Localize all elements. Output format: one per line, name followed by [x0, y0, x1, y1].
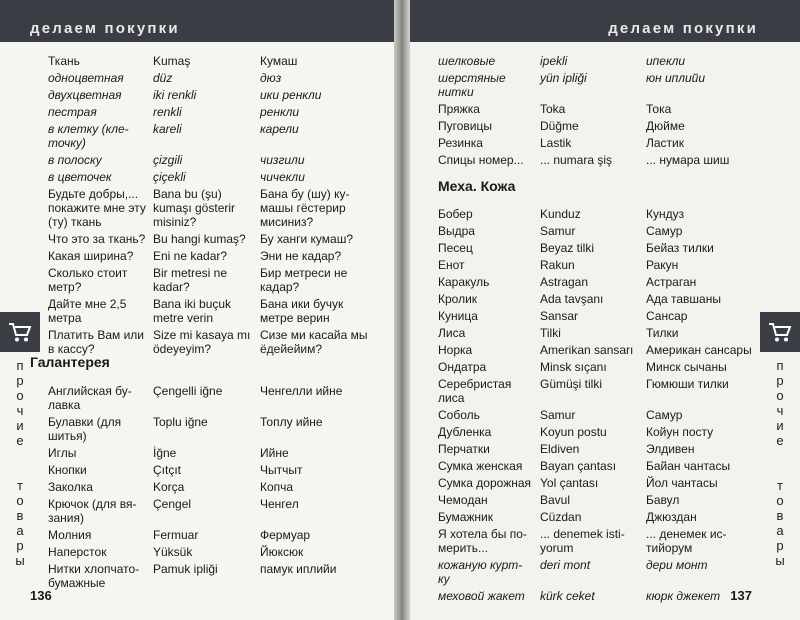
header-title: делаем покупки [608, 20, 758, 37]
page-number: 137 [730, 588, 752, 603]
transcription: юн иплийи [646, 71, 706, 85]
transcription: Ластик [646, 136, 684, 150]
transcription: ... денемек ис- тийорум [646, 527, 727, 555]
section-title: Галантерея [30, 354, 110, 370]
transcription: Тока [646, 102, 672, 116]
transcription: Копча [260, 480, 294, 494]
side-section-label [0, 358, 40, 568]
transcription: Эни не кадар? [260, 249, 342, 263]
page-number: 136 [30, 588, 52, 603]
turkish-phrase: Minsk sıçanı [540, 360, 607, 374]
transcription: дери монт [646, 558, 708, 572]
transcription: ипекли [646, 54, 686, 68]
transcription: Кундуз [646, 207, 685, 221]
turkish-phrase: Lastik [540, 136, 572, 150]
side-label-letter: е [776, 433, 784, 448]
turkish-phrase: Bana bu (şu) kumaşı gösterir misiniz? [153, 187, 236, 229]
russian-phrase: шелковые [438, 54, 496, 68]
side-label-letter: п [776, 358, 784, 373]
right-page [402, 0, 800, 620]
transcription: Дюйме [646, 119, 685, 133]
transcription: Элдивен [646, 442, 695, 456]
turkish-phrase: Bu hangi kumaş? [153, 232, 246, 246]
turkish-phrase: renkli [153, 105, 182, 119]
turkish-phrase: ... numara şiş [540, 153, 613, 167]
turkish-phrase: Ada tavşanı [540, 292, 604, 306]
russian-phrase: Спицы номер... [438, 153, 524, 167]
turkish-phrase: Samur [540, 408, 576, 422]
turkish-phrase: Eni ne kadar? [153, 249, 228, 263]
side-label-letter: о [16, 493, 24, 508]
turkish-phrase: Yol çantası [540, 476, 599, 490]
section-title: Меха. Кожа [438, 178, 516, 194]
turkish-phrase: kareli [153, 122, 182, 136]
russian-phrase: Кролик [438, 292, 478, 306]
side-label-letter: р [776, 373, 784, 388]
turkish-phrase: ipekli [540, 54, 568, 68]
russian-phrase: Выдра [438, 224, 475, 238]
side-label-letter: ы [15, 553, 25, 568]
transcription: Йол чантасы [646, 476, 718, 490]
russian-phrase: Енот [438, 258, 465, 272]
transcription: Американ сансары [646, 343, 752, 357]
turkish-phrase: Rakun [540, 258, 575, 272]
russian-phrase: Что это за ткань? [48, 232, 146, 246]
transcription: Бу ханги кумаш? [260, 232, 353, 246]
transcription: Минск сычаны [646, 360, 727, 374]
russian-phrase: Дубленка [438, 425, 492, 439]
transcription: Сизе ми касайа мы ёдейейим? [260, 328, 368, 356]
russian-phrase: Каракуль [438, 275, 490, 289]
russian-phrase: Резинка [438, 136, 483, 150]
turkish-phrase: yün ipliği [540, 71, 587, 85]
turkish-phrase: Koyun postu [540, 425, 607, 439]
transcription: Ченгелли ийне [260, 384, 343, 398]
turkish-phrase: Sansar [540, 309, 579, 323]
side-label-letter: т [777, 478, 783, 493]
turkish-phrase: Korça [153, 480, 185, 494]
russian-phrase: Крючок (для вя- зания) [48, 497, 137, 525]
russian-phrase: Кнопки [48, 463, 87, 477]
transcription: Ийне [260, 446, 289, 460]
side-label-letter: п [16, 358, 24, 373]
transcription: Байан чантасы [646, 459, 731, 473]
russian-phrase: Песец [438, 241, 473, 255]
transcription: Топлу ийне [260, 415, 323, 429]
turkish-phrase: Samur [540, 224, 576, 238]
russian-phrase: Чемодан [438, 493, 488, 507]
transcription: Бир метреси не кадар? [260, 266, 348, 294]
turkish-phrase: Pamuk ipliği [153, 562, 218, 576]
russian-phrase: Дайте мне 2,5 метра [48, 297, 127, 325]
transcription: Сансар [646, 309, 688, 323]
turkish-phrase: iki renkli [153, 88, 197, 102]
turkish-phrase: Düğme [540, 119, 579, 133]
turkish-phrase: İğne [153, 446, 177, 460]
shopping-cart-tab [0, 312, 40, 352]
russian-phrase: Пряжка [438, 102, 480, 116]
shopping-cart-icon [8, 321, 32, 343]
transcription: Ченгел [260, 497, 299, 511]
side-label-letter: о [776, 493, 784, 508]
transcription: Кумаш [260, 54, 298, 68]
turkish-phrase: Çengelli iğne [153, 384, 223, 398]
russian-phrase: шерстяные нитки [438, 71, 506, 99]
russian-phrase: Бумажник [438, 510, 494, 524]
transcription: Бана бу (шу) ку- машы гёстерир мисиниз? [260, 187, 350, 229]
russian-phrase: Бобер [438, 207, 473, 221]
transcription: ренкли [260, 105, 300, 119]
side-label-letter: а [776, 523, 784, 538]
transcription: ики ренкли [260, 88, 322, 102]
russian-phrase: Серебристая лиса [438, 377, 512, 405]
russian-phrase: пестрая [48, 105, 97, 119]
turkish-phrase: Toplu iğne [153, 415, 208, 429]
russian-phrase: Наперсток [48, 545, 107, 559]
transcription: карели [260, 122, 299, 136]
russian-phrase: Пуговицы [438, 119, 492, 133]
transcription: Гюмюши тилки [646, 377, 729, 391]
russian-phrase: кожаную курт- ку [438, 558, 523, 586]
transcription: Койун посту [646, 425, 714, 439]
side-label-letter: а [16, 523, 24, 538]
russian-phrase: Сколько стоит метр? [48, 266, 128, 294]
turkish-phrase: Bana iki buçuk metre verin [153, 297, 232, 325]
transcription: Самур [646, 408, 683, 422]
russian-phrase: Нитки хлопчато- бумажные [48, 562, 140, 590]
turkish-phrase: Fermuar [153, 528, 199, 542]
transcription: Бейаз тилки [646, 241, 714, 255]
russian-phrase: Я хотела бы по- мерить... [438, 527, 527, 555]
transcription: чичекли [260, 170, 305, 184]
turkish-phrase: Bayan çantası [540, 459, 617, 473]
transcription: Фермуар [260, 528, 311, 542]
transcription: ... нумара шиш [646, 153, 730, 167]
turkish-phrase: Kumaş [153, 54, 191, 68]
turkish-phrase: Bir metresi ne kadar? [153, 266, 228, 294]
side-label-letter: о [16, 388, 24, 403]
side-section-label [760, 358, 800, 568]
russian-phrase: Сумка дорожная [438, 476, 532, 490]
russian-phrase: в полоску [48, 153, 102, 167]
turkish-phrase: ... denemek isti- yorum [540, 527, 625, 555]
russian-phrase: Какая ширина? [48, 249, 134, 263]
russian-phrase: в цветочек [48, 170, 112, 184]
turkish-phrase: Eldiven [540, 442, 580, 456]
russian-phrase: Лиса [438, 326, 466, 340]
turkish-phrase: Bavul [540, 493, 571, 507]
russian-phrase: в клетку (кле- точку) [48, 122, 129, 150]
russian-phrase: Сумка женская [438, 459, 523, 473]
russian-phrase: Ондатра [438, 360, 487, 374]
turkish-phrase: Size mi kasaya mı ödeyeyim? [153, 328, 251, 356]
side-label-letter: в [776, 508, 784, 523]
side-label-letter: т [17, 478, 23, 493]
side-label-letter: о [776, 388, 784, 403]
russian-phrase: двухцветная [48, 88, 122, 102]
side-label-letter: е [16, 433, 24, 448]
header-title: делаем покупки [30, 20, 180, 37]
russian-phrase: Английская бу- лавка [48, 384, 132, 412]
turkish-phrase: Cüzdan [540, 510, 582, 524]
shopping-cart-tab [760, 312, 800, 352]
russian-phrase: Платить Вам или в кассу? [48, 328, 144, 356]
russian-phrase: Ткань [48, 54, 80, 68]
turkish-phrase: kürk ceket [540, 589, 595, 603]
turkish-phrase: Kunduz [540, 207, 581, 221]
russian-phrase: Булавки (для шитья) [48, 415, 122, 443]
transcription: кюрк джекет [646, 589, 721, 603]
side-label-letter: р [16, 373, 24, 388]
russian-phrase: Будьте добры,... покажите мне эту (ту) ткань [48, 187, 146, 229]
transcription: Астраган [646, 275, 697, 289]
turkish-phrase: Yüksük [153, 545, 193, 559]
russian-phrase: Норка [438, 343, 473, 357]
side-label-letter: ч [776, 403, 784, 418]
russian-phrase: меховой жакет [438, 589, 525, 603]
russian-phrase: Иглы [48, 446, 77, 460]
side-label-letter: р [776, 538, 784, 553]
turkish-phrase: Toka [540, 102, 566, 116]
side-label-letter: ч [16, 403, 24, 418]
turkish-phrase: Amerikan sansarı [540, 343, 634, 357]
side-label-letter: и [16, 418, 24, 433]
turkish-phrase: çiçekli [153, 170, 186, 184]
turkish-phrase: Beyaz tilki [540, 241, 595, 255]
turkish-phrase: Çengel [153, 497, 192, 511]
russian-phrase: Перчатки [438, 442, 490, 456]
transcription: Самур [646, 224, 683, 238]
side-label-letter: ы [775, 553, 785, 568]
transcription: дюз [260, 71, 282, 85]
transcription: чизгили [260, 153, 305, 167]
transcription: Ракун [646, 258, 679, 272]
russian-phrase: Заколка [48, 480, 93, 494]
transcription: Йюксюк [260, 545, 304, 559]
shopping-cart-icon [768, 321, 792, 343]
turkish-phrase: Tilki [540, 326, 561, 340]
russian-phrase: Соболь [438, 408, 480, 422]
turkish-phrase: Astragan [540, 275, 589, 289]
turkish-phrase: çizgili [153, 153, 183, 167]
transcription: Тилки [646, 326, 679, 340]
transcription: памук иплийи [260, 562, 337, 576]
russian-phrase: Куница [438, 309, 478, 323]
transcription: Джюздан [646, 510, 697, 524]
turkish-phrase: Gümüşi tilki [540, 377, 603, 391]
turkish-phrase: düz [153, 71, 173, 85]
russian-phrase: Молния [48, 528, 92, 542]
turkish-phrase: deri mont [540, 558, 591, 572]
transcription: Бавул [646, 493, 680, 507]
transcription: Чытчыт [260, 463, 303, 477]
russian-phrase: одноцветная [48, 71, 124, 85]
book-spine [394, 0, 410, 620]
transcription: Бана ики бучук метре верин [260, 297, 344, 325]
side-label-letter: р [16, 538, 24, 553]
side-label-letter: в [16, 508, 24, 523]
side-label-letter: и [776, 418, 784, 433]
transcription: Ада тавшаны [646, 292, 721, 306]
turkish-phrase: Çıtçıt [153, 463, 182, 477]
